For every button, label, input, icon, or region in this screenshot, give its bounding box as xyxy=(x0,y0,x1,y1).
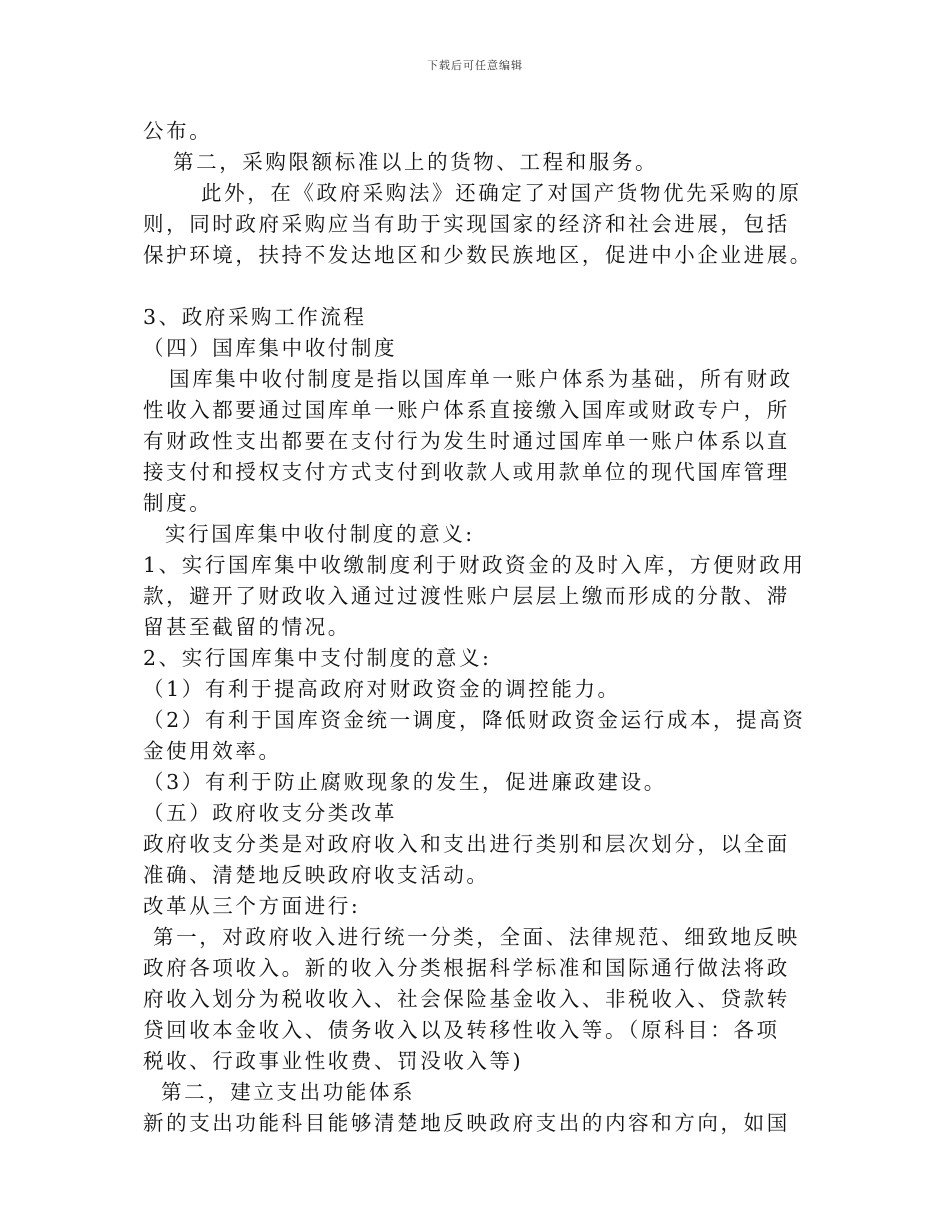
text-line: 保护环境，扶持不发达地区和少数民族地区，促进中小企业进展。 xyxy=(143,243,813,267)
text-line: 2、实行国库集中支付制度的意义: xyxy=(143,646,492,670)
text-line: 政府收支分类是对政府收入和支出进行类别和层次划分，以全面 xyxy=(143,832,790,856)
text-line: （五）政府收支分类改革 xyxy=(143,801,398,825)
text-line: 则，同时政府采购应当有助于实现国家的经济和社会进展，包括 xyxy=(143,212,790,236)
text-line: 1、实行国库集中收缴制度利于财政资金的及时入库，方便财政用 xyxy=(143,553,806,577)
text-line: 税收、行政事业性收费、罚没收入等) xyxy=(143,1049,524,1073)
text-line: 府收入划分为税收收入、社会保险基金收入、非税收入、贷款转 xyxy=(143,987,790,1011)
text-line: 第二，建立支出功能体系 xyxy=(161,1080,416,1104)
text-line: 公布。 xyxy=(143,119,213,143)
text-line: 改革从三个方面进行: xyxy=(143,894,361,918)
text-line: 金使用效率。 xyxy=(143,739,282,763)
page-header: 下载后可任意编辑 xyxy=(427,59,523,72)
text-line: 国库集中收付制度是指以国库单一账户体系为基础，所有财政 xyxy=(169,367,793,391)
text-line: 接支付和授权支付方式支付到收款人或用款单位的现代国库管理 xyxy=(143,460,790,484)
text-line: （3）有利于防止腐败现象的发生，促进廉政建设。 xyxy=(143,770,667,794)
text-line: 第一，对政府收入进行统一分类，全面、法律规范、细致地反映 xyxy=(153,925,800,949)
text-line: 性收入都要通过国库单一账户体系直接缴入国库或财政专户，所 xyxy=(143,398,790,422)
document-body xyxy=(143,116,833,1139)
text-line: （1）有利于提高政府对财政资金的调控能力。 xyxy=(143,677,621,701)
text-line: 新的支出功能科目能够清楚地反映政府支出的内容和方向，如国 xyxy=(143,1111,790,1135)
text-line: 留甚至截留的情况。 xyxy=(143,615,351,639)
text-line: 此外，在《政府采购法》还确定了对国产货物优先采购的原 xyxy=(201,181,802,205)
text-line: 制度。 xyxy=(143,491,213,515)
text-line: 第二，采购限额标准以上的货物、工程和服务。 xyxy=(173,150,659,174)
text-line: 贷回收本金收入、债务收入以及转移性收入等。（原科目：各项 xyxy=(143,1018,780,1042)
text-line: 实行国库集中收付制度的意义: xyxy=(165,522,475,546)
text-line: （2）有利于国库资金统一调度，降低财政资金运行成本，提高资 xyxy=(143,708,806,732)
text-line: 款，避开了财政收入通过过渡性账户层层上缴而形成的分散、滞 xyxy=(143,584,790,608)
blank-line xyxy=(143,271,833,302)
text-line: 准确、清楚地反映政府收支活动。 xyxy=(143,863,490,887)
text-line: 有财政性支出都要在支付行为发生时通过国库单一账户体系以直 xyxy=(143,429,790,453)
text-line: 3、政府采购工作流程 xyxy=(143,305,367,329)
text-line: （四）国库集中收付制度 xyxy=(143,336,398,360)
text-line: 政府各项收入。新的收入分类根据科学标准和国际通行做法将政 xyxy=(143,956,790,980)
